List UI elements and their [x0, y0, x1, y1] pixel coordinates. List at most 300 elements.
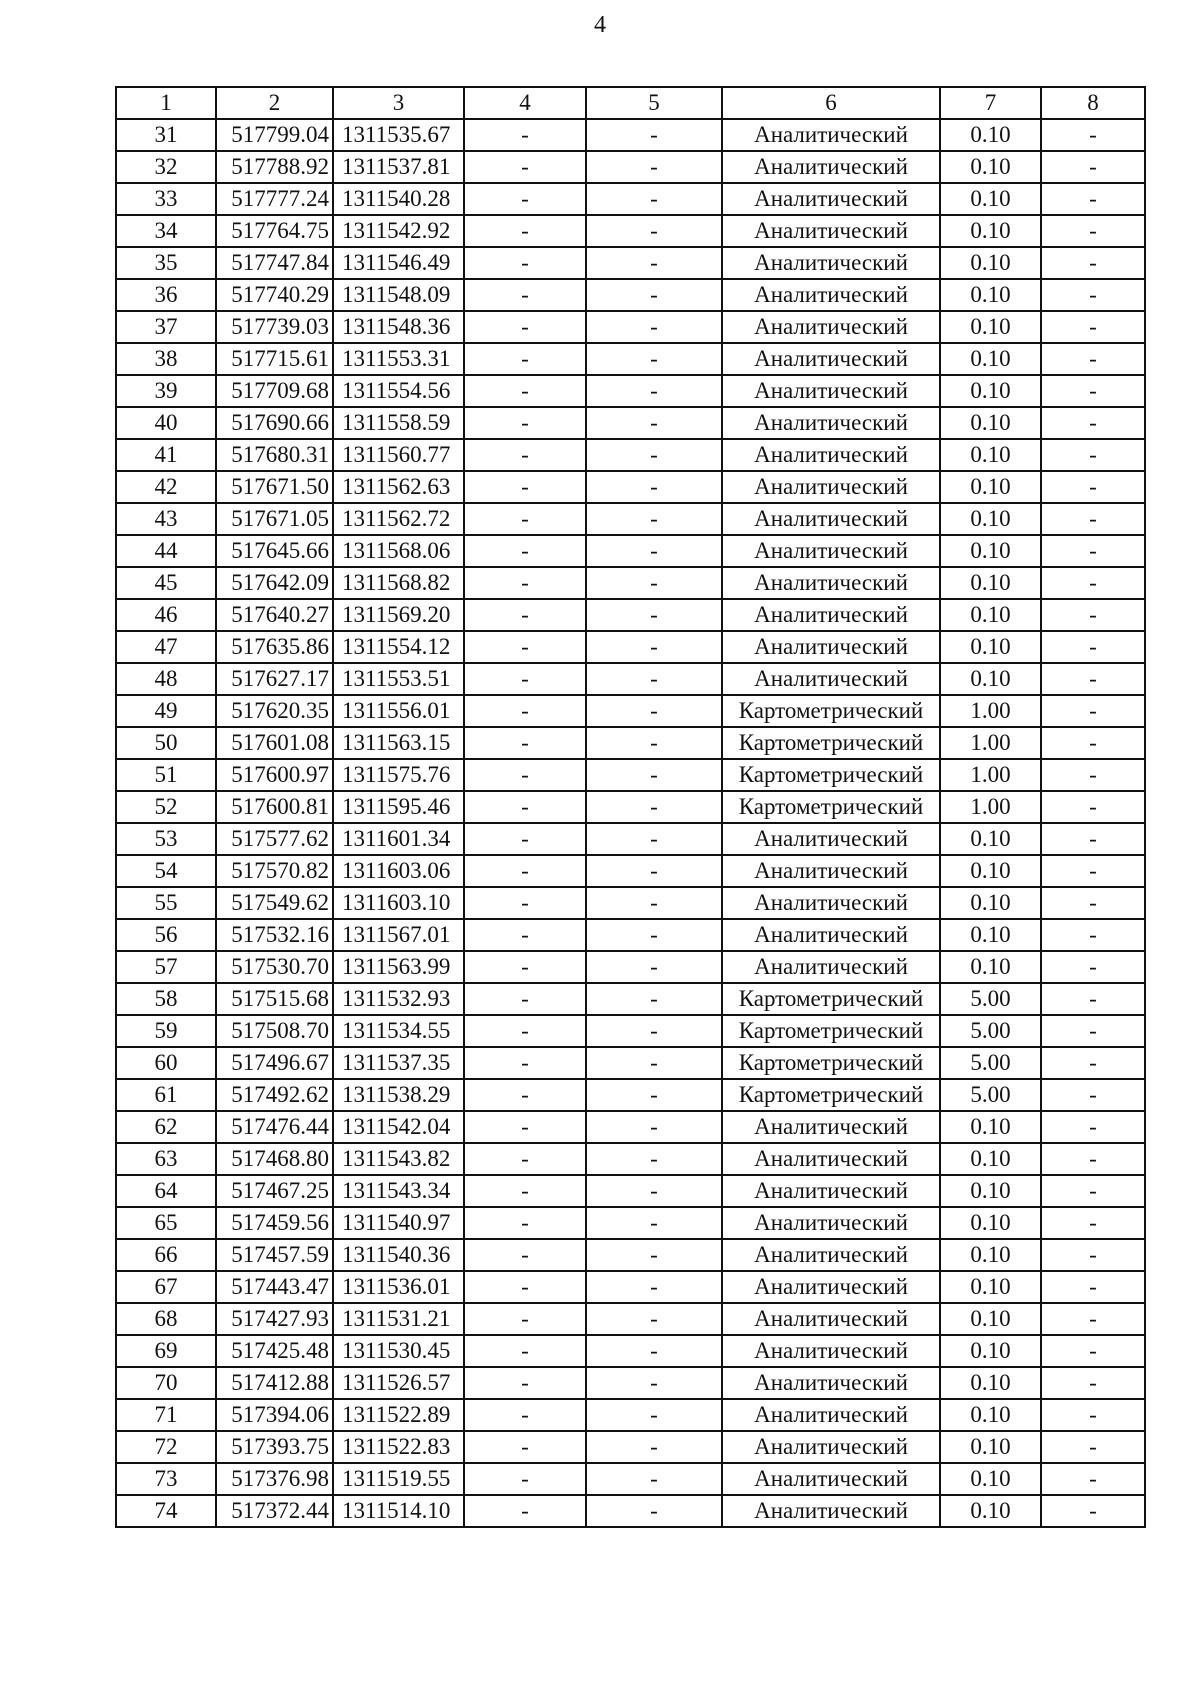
cell-point-number: 53 — [116, 823, 216, 855]
cell-col8-value: - — [1041, 727, 1145, 759]
cell-col8-value: - — [1041, 1495, 1145, 1527]
cell-accuracy: 0.10 — [940, 503, 1041, 535]
table-row — [116, 1495, 1145, 1527]
cell-col8-value: - — [1041, 1367, 1145, 1399]
cell-y-coordinate: 1311540.36 — [333, 1239, 464, 1271]
cell-method: Аналитический — [722, 599, 940, 631]
cell-accuracy: 0.10 — [940, 215, 1041, 247]
cell-x-coordinate: 517788.92 — [216, 151, 333, 183]
column-header-7: 7 — [940, 87, 1041, 119]
cell-method: Аналитический — [722, 151, 940, 183]
cell-accuracy: 0.10 — [940, 151, 1041, 183]
cell-y-coordinate: 1311569.20 — [333, 599, 464, 631]
cell-method: Аналитический — [722, 1207, 940, 1239]
cell-accuracy: 0.10 — [940, 311, 1041, 343]
column-header-3: 3 — [333, 87, 464, 119]
cell-col8-value: - — [1041, 439, 1145, 471]
cell-col5-value: - — [586, 279, 722, 311]
cell-col5-value: - — [586, 1207, 722, 1239]
cell-col8-value: - — [1041, 375, 1145, 407]
table-row — [116, 343, 1145, 375]
cell-method: Аналитический — [722, 1431, 940, 1463]
cell-method: Аналитический — [722, 343, 940, 375]
cell-point-number: 51 — [116, 759, 216, 791]
cell-col4-value: - — [464, 1271, 586, 1303]
cell-col4-value: - — [464, 983, 586, 1015]
cell-col4-value: - — [464, 1207, 586, 1239]
table-row — [116, 887, 1145, 919]
cell-method: Аналитический — [722, 119, 940, 151]
table-row — [116, 407, 1145, 439]
cell-y-coordinate: 1311567.01 — [333, 919, 464, 951]
cell-y-coordinate: 1311562.63 — [333, 471, 464, 503]
cell-y-coordinate: 1311562.72 — [333, 503, 464, 535]
cell-col5-value: - — [586, 1463, 722, 1495]
cell-x-coordinate: 517376.98 — [216, 1463, 333, 1495]
cell-accuracy: 0.10 — [940, 1207, 1041, 1239]
table-row — [116, 983, 1145, 1015]
cell-col5-value: - — [586, 1047, 722, 1079]
cell-method: Аналитический — [722, 567, 940, 599]
cell-col5-value: - — [586, 1239, 722, 1271]
cell-accuracy: 5.00 — [940, 983, 1041, 1015]
table-row — [116, 791, 1145, 823]
cell-y-coordinate: 1311538.29 — [333, 1079, 464, 1111]
cell-point-number: 66 — [116, 1239, 216, 1271]
cell-col5-value: - — [586, 599, 722, 631]
cell-col4-value: - — [464, 503, 586, 535]
cell-col5-value: - — [586, 887, 722, 919]
cell-col8-value: - — [1041, 951, 1145, 983]
cell-col8-value: - — [1041, 1431, 1145, 1463]
cell-accuracy: 0.10 — [940, 855, 1041, 887]
cell-x-coordinate: 517620.35 — [216, 695, 333, 727]
cell-accuracy: 0.10 — [940, 631, 1041, 663]
cell-accuracy: 0.10 — [940, 119, 1041, 151]
cell-accuracy: 0.10 — [940, 471, 1041, 503]
cell-point-number: 64 — [116, 1175, 216, 1207]
cell-accuracy: 0.10 — [940, 407, 1041, 439]
table-row — [116, 1143, 1145, 1175]
cell-method: Аналитический — [722, 1303, 940, 1335]
cell-method: Аналитический — [722, 1367, 940, 1399]
cell-col4-value: - — [464, 1495, 586, 1527]
cell-accuracy: 0.10 — [940, 1303, 1041, 1335]
cell-point-number: 32 — [116, 151, 216, 183]
cell-col4-value: - — [464, 1463, 586, 1495]
table-row — [116, 215, 1145, 247]
cell-method: Аналитический — [722, 503, 940, 535]
cell-col8-value: - — [1041, 1399, 1145, 1431]
cell-point-number: 59 — [116, 1015, 216, 1047]
cell-col8-value: - — [1041, 1303, 1145, 1335]
cell-point-number: 39 — [116, 375, 216, 407]
cell-y-coordinate: 1311563.99 — [333, 951, 464, 983]
cell-col4-value: - — [464, 631, 586, 663]
cell-col5-value: - — [586, 1399, 722, 1431]
cell-x-coordinate: 517764.75 — [216, 215, 333, 247]
cell-method: Картометрический — [722, 791, 940, 823]
cell-col4-value: - — [464, 151, 586, 183]
cell-accuracy: 0.10 — [940, 599, 1041, 631]
cell-x-coordinate: 517457.59 — [216, 1239, 333, 1271]
cell-col8-value: - — [1041, 343, 1145, 375]
cell-point-number: 48 — [116, 663, 216, 695]
cell-col5-value: - — [586, 1175, 722, 1207]
column-header-8: 8 — [1041, 87, 1145, 119]
cell-y-coordinate: 1311603.06 — [333, 855, 464, 887]
cell-method: Аналитический — [722, 1463, 940, 1495]
cell-col8-value: - — [1041, 503, 1145, 535]
cell-col4-value: - — [464, 119, 586, 151]
cell-col8-value: - — [1041, 471, 1145, 503]
cell-accuracy: 0.10 — [940, 343, 1041, 375]
table-row — [116, 759, 1145, 791]
cell-x-coordinate: 517443.47 — [216, 1271, 333, 1303]
cell-col8-value: - — [1041, 311, 1145, 343]
table-row — [116, 599, 1145, 631]
cell-y-coordinate: 1311568.06 — [333, 535, 464, 567]
cell-x-coordinate: 517393.75 — [216, 1431, 333, 1463]
table-row — [116, 663, 1145, 695]
cell-col8-value: - — [1041, 1175, 1145, 1207]
cell-point-number: 67 — [116, 1271, 216, 1303]
cell-method: Аналитический — [722, 439, 940, 471]
cell-point-number: 34 — [116, 215, 216, 247]
cell-y-coordinate: 1311540.97 — [333, 1207, 464, 1239]
cell-method: Картометрический — [722, 727, 940, 759]
cell-x-coordinate: 517515.68 — [216, 983, 333, 1015]
cell-point-number: 62 — [116, 1111, 216, 1143]
cell-x-coordinate: 517715.61 — [216, 343, 333, 375]
cell-x-coordinate: 517532.16 — [216, 919, 333, 951]
cell-point-number: 40 — [116, 407, 216, 439]
cell-x-coordinate: 517739.03 — [216, 311, 333, 343]
column-header-1: 1 — [116, 87, 216, 119]
cell-accuracy: 0.10 — [940, 951, 1041, 983]
cell-col4-value: - — [464, 1047, 586, 1079]
table-row — [116, 151, 1145, 183]
cell-col5-value: - — [586, 183, 722, 215]
cell-col4-value: - — [464, 1367, 586, 1399]
cell-col5-value: - — [586, 759, 722, 791]
cell-col5-value: - — [586, 1367, 722, 1399]
cell-y-coordinate: 1311534.55 — [333, 1015, 464, 1047]
cell-accuracy: 0.10 — [940, 1399, 1041, 1431]
cell-col4-value: - — [464, 919, 586, 951]
cell-col4-value: - — [464, 887, 586, 919]
cell-point-number: 33 — [116, 183, 216, 215]
cell-accuracy: 1.00 — [940, 759, 1041, 791]
cell-point-number: 45 — [116, 567, 216, 599]
cell-col8-value: - — [1041, 1239, 1145, 1271]
cell-point-number: 35 — [116, 247, 216, 279]
table-row — [116, 1239, 1145, 1271]
cell-point-number: 69 — [116, 1335, 216, 1367]
cell-col5-value: - — [586, 1111, 722, 1143]
cell-x-coordinate: 517747.84 — [216, 247, 333, 279]
cell-method: Аналитический — [722, 1495, 940, 1527]
cell-col4-value: - — [464, 279, 586, 311]
cell-col8-value: - — [1041, 599, 1145, 631]
table-row — [116, 1047, 1145, 1079]
cell-accuracy: 5.00 — [940, 1079, 1041, 1111]
cell-x-coordinate: 517530.70 — [216, 951, 333, 983]
cell-col4-value: - — [464, 183, 586, 215]
cell-col4-value: - — [464, 791, 586, 823]
table-row — [116, 1175, 1145, 1207]
cell-y-coordinate: 1311536.01 — [333, 1271, 464, 1303]
cell-point-number: 44 — [116, 535, 216, 567]
cell-x-coordinate: 517468.80 — [216, 1143, 333, 1175]
cell-method: Аналитический — [722, 247, 940, 279]
cell-method: Аналитический — [722, 855, 940, 887]
cell-x-coordinate: 517372.44 — [216, 1495, 333, 1527]
cell-col4-value: - — [464, 343, 586, 375]
cell-x-coordinate: 517601.08 — [216, 727, 333, 759]
cell-x-coordinate: 517680.31 — [216, 439, 333, 471]
cell-y-coordinate: 1311558.59 — [333, 407, 464, 439]
cell-col5-value: - — [586, 567, 722, 599]
cell-col8-value: - — [1041, 663, 1145, 695]
cell-method: Аналитический — [722, 1399, 940, 1431]
cell-col5-value: - — [586, 823, 722, 855]
cell-x-coordinate: 517671.50 — [216, 471, 333, 503]
cell-col5-value: - — [586, 535, 722, 567]
cell-col5-value: - — [586, 983, 722, 1015]
cell-accuracy: 1.00 — [940, 791, 1041, 823]
cell-y-coordinate: 1311543.82 — [333, 1143, 464, 1175]
table-row — [116, 247, 1145, 279]
cell-col8-value: - — [1041, 567, 1145, 599]
table-row — [116, 1079, 1145, 1111]
table-row — [116, 1303, 1145, 1335]
cell-x-coordinate: 517645.66 — [216, 535, 333, 567]
cell-x-coordinate: 517577.62 — [216, 823, 333, 855]
cell-col5-value: - — [586, 1431, 722, 1463]
table-row — [116, 183, 1145, 215]
cell-col5-value: - — [586, 151, 722, 183]
cell-col8-value: - — [1041, 887, 1145, 919]
cell-col4-value: - — [464, 1399, 586, 1431]
cell-col5-value: - — [586, 951, 722, 983]
cell-y-coordinate: 1311535.67 — [333, 119, 464, 151]
cell-point-number: 41 — [116, 439, 216, 471]
cell-col8-value: - — [1041, 919, 1145, 951]
cell-col8-value: - — [1041, 823, 1145, 855]
cell-x-coordinate: 517496.67 — [216, 1047, 333, 1079]
cell-y-coordinate: 1311543.34 — [333, 1175, 464, 1207]
cell-col4-value: - — [464, 663, 586, 695]
cell-x-coordinate: 517635.86 — [216, 631, 333, 663]
cell-col4-value: - — [464, 599, 586, 631]
cell-point-number: 58 — [116, 983, 216, 1015]
cell-col5-value: - — [586, 663, 722, 695]
cell-point-number: 63 — [116, 1143, 216, 1175]
cell-accuracy: 0.10 — [940, 663, 1041, 695]
cell-accuracy: 1.00 — [940, 727, 1041, 759]
table-row — [116, 375, 1145, 407]
cell-x-coordinate: 517476.44 — [216, 1111, 333, 1143]
cell-y-coordinate: 1311531.21 — [333, 1303, 464, 1335]
cell-accuracy: 0.10 — [940, 1239, 1041, 1271]
cell-point-number: 70 — [116, 1367, 216, 1399]
cell-y-coordinate: 1311554.12 — [333, 631, 464, 663]
cell-accuracy: 0.10 — [940, 1143, 1041, 1175]
cell-method: Аналитический — [722, 887, 940, 919]
cell-method: Аналитический — [722, 407, 940, 439]
cell-accuracy: 0.10 — [940, 1495, 1041, 1527]
cell-col8-value: - — [1041, 1047, 1145, 1079]
cell-col5-value: - — [586, 343, 722, 375]
cell-y-coordinate: 1311519.55 — [333, 1463, 464, 1495]
table-row — [116, 631, 1145, 663]
cell-accuracy: 0.10 — [940, 1463, 1041, 1495]
cell-method: Картометрический — [722, 695, 940, 727]
cell-col8-value: - — [1041, 983, 1145, 1015]
cell-y-coordinate: 1311540.28 — [333, 183, 464, 215]
cell-col4-value: - — [464, 1079, 586, 1111]
cell-col8-value: - — [1041, 1111, 1145, 1143]
cell-x-coordinate: 517394.06 — [216, 1399, 333, 1431]
cell-col5-value: - — [586, 919, 722, 951]
cell-col8-value: - — [1041, 759, 1145, 791]
table-row — [116, 1399, 1145, 1431]
cell-method: Аналитический — [722, 1175, 940, 1207]
cell-y-coordinate: 1311553.51 — [333, 663, 464, 695]
table-row — [116, 695, 1145, 727]
table-row — [116, 1015, 1145, 1047]
cell-point-number: 49 — [116, 695, 216, 727]
cell-col5-value: - — [586, 471, 722, 503]
cell-accuracy: 0.10 — [940, 1271, 1041, 1303]
cell-col4-value: - — [464, 1015, 586, 1047]
cell-x-coordinate: 517508.70 — [216, 1015, 333, 1047]
table-row — [116, 567, 1145, 599]
cell-col5-value: - — [586, 1143, 722, 1175]
cell-y-coordinate: 1311603.10 — [333, 887, 464, 919]
cell-y-coordinate: 1311522.89 — [333, 1399, 464, 1431]
cell-point-number: 57 — [116, 951, 216, 983]
table-row — [116, 823, 1145, 855]
cell-point-number: 74 — [116, 1495, 216, 1527]
cell-col4-value: - — [464, 727, 586, 759]
cell-y-coordinate: 1311560.77 — [333, 439, 464, 471]
cell-col5-value: - — [586, 1335, 722, 1367]
table-row — [116, 471, 1145, 503]
table-row — [116, 1335, 1145, 1367]
cell-y-coordinate: 1311563.15 — [333, 727, 464, 759]
cell-method: Аналитический — [722, 311, 940, 343]
cell-point-number: 60 — [116, 1047, 216, 1079]
table-row — [116, 439, 1145, 471]
cell-accuracy: 0.10 — [940, 535, 1041, 567]
cell-y-coordinate: 1311537.35 — [333, 1047, 464, 1079]
cell-x-coordinate: 517600.97 — [216, 759, 333, 791]
table-row — [116, 727, 1145, 759]
page-number: 4 — [594, 12, 606, 38]
cell-point-number: 65 — [116, 1207, 216, 1239]
table-row — [116, 279, 1145, 311]
cell-col4-value: - — [464, 439, 586, 471]
cell-col4-value: - — [464, 823, 586, 855]
cell-point-number: 50 — [116, 727, 216, 759]
cell-y-coordinate: 1311514.10 — [333, 1495, 464, 1527]
cell-col5-value: - — [586, 247, 722, 279]
cell-col5-value: - — [586, 1079, 722, 1111]
cell-point-number: 73 — [116, 1463, 216, 1495]
table-row — [116, 1367, 1145, 1399]
cell-x-coordinate: 517459.56 — [216, 1207, 333, 1239]
cell-y-coordinate: 1311522.83 — [333, 1431, 464, 1463]
cell-method: Картометрический — [722, 759, 940, 791]
cell-col4-value: - — [464, 1431, 586, 1463]
cell-col4-value: - — [464, 407, 586, 439]
cell-method: Аналитический — [722, 471, 940, 503]
cell-col4-value: - — [464, 247, 586, 279]
cell-col4-value: - — [464, 1143, 586, 1175]
cell-accuracy: 0.10 — [940, 1175, 1041, 1207]
cell-col8-value: - — [1041, 215, 1145, 247]
cell-col4-value: - — [464, 471, 586, 503]
cell-x-coordinate: 517492.62 — [216, 1079, 333, 1111]
cell-accuracy: 0.10 — [940, 1111, 1041, 1143]
cell-col8-value: - — [1041, 183, 1145, 215]
cell-y-coordinate: 1311553.31 — [333, 343, 464, 375]
column-header-6: 6 — [722, 87, 940, 119]
table-row — [116, 119, 1145, 151]
cell-y-coordinate: 1311532.93 — [333, 983, 464, 1015]
cell-point-number: 52 — [116, 791, 216, 823]
cell-point-number: 47 — [116, 631, 216, 663]
cell-x-coordinate: 517640.27 — [216, 599, 333, 631]
cell-col8-value: - — [1041, 535, 1145, 567]
table-row — [116, 1431, 1145, 1463]
cell-accuracy: 0.10 — [940, 567, 1041, 599]
cell-point-number: 43 — [116, 503, 216, 535]
cell-method: Аналитический — [722, 215, 940, 247]
cell-method: Аналитический — [722, 375, 940, 407]
cell-method: Картометрический — [722, 1015, 940, 1047]
cell-accuracy: 0.10 — [940, 375, 1041, 407]
cell-point-number: 37 — [116, 311, 216, 343]
cell-y-coordinate: 1311568.82 — [333, 567, 464, 599]
cell-col8-value: - — [1041, 695, 1145, 727]
cell-y-coordinate: 1311548.09 — [333, 279, 464, 311]
cell-col5-value: - — [586, 439, 722, 471]
cell-method: Аналитический — [722, 823, 940, 855]
table-row — [116, 1111, 1145, 1143]
cell-col5-value: - — [586, 119, 722, 151]
cell-col4-value: - — [464, 1111, 586, 1143]
cell-x-coordinate: 517690.66 — [216, 407, 333, 439]
cell-col5-value: - — [586, 215, 722, 247]
cell-method: Аналитический — [722, 183, 940, 215]
table-row — [116, 1207, 1145, 1239]
cell-accuracy: 0.10 — [940, 439, 1041, 471]
cell-accuracy: 0.10 — [940, 919, 1041, 951]
cell-x-coordinate: 517425.48 — [216, 1335, 333, 1367]
cell-x-coordinate: 517600.81 — [216, 791, 333, 823]
cell-method: Аналитический — [722, 1143, 940, 1175]
cell-x-coordinate: 517412.88 — [216, 1367, 333, 1399]
table-row — [116, 1271, 1145, 1303]
cell-y-coordinate: 1311554.56 — [333, 375, 464, 407]
column-header-5: 5 — [586, 87, 722, 119]
cell-y-coordinate: 1311526.57 — [333, 1367, 464, 1399]
cell-x-coordinate: 517427.93 — [216, 1303, 333, 1335]
cell-method: Аналитический — [722, 1239, 940, 1271]
